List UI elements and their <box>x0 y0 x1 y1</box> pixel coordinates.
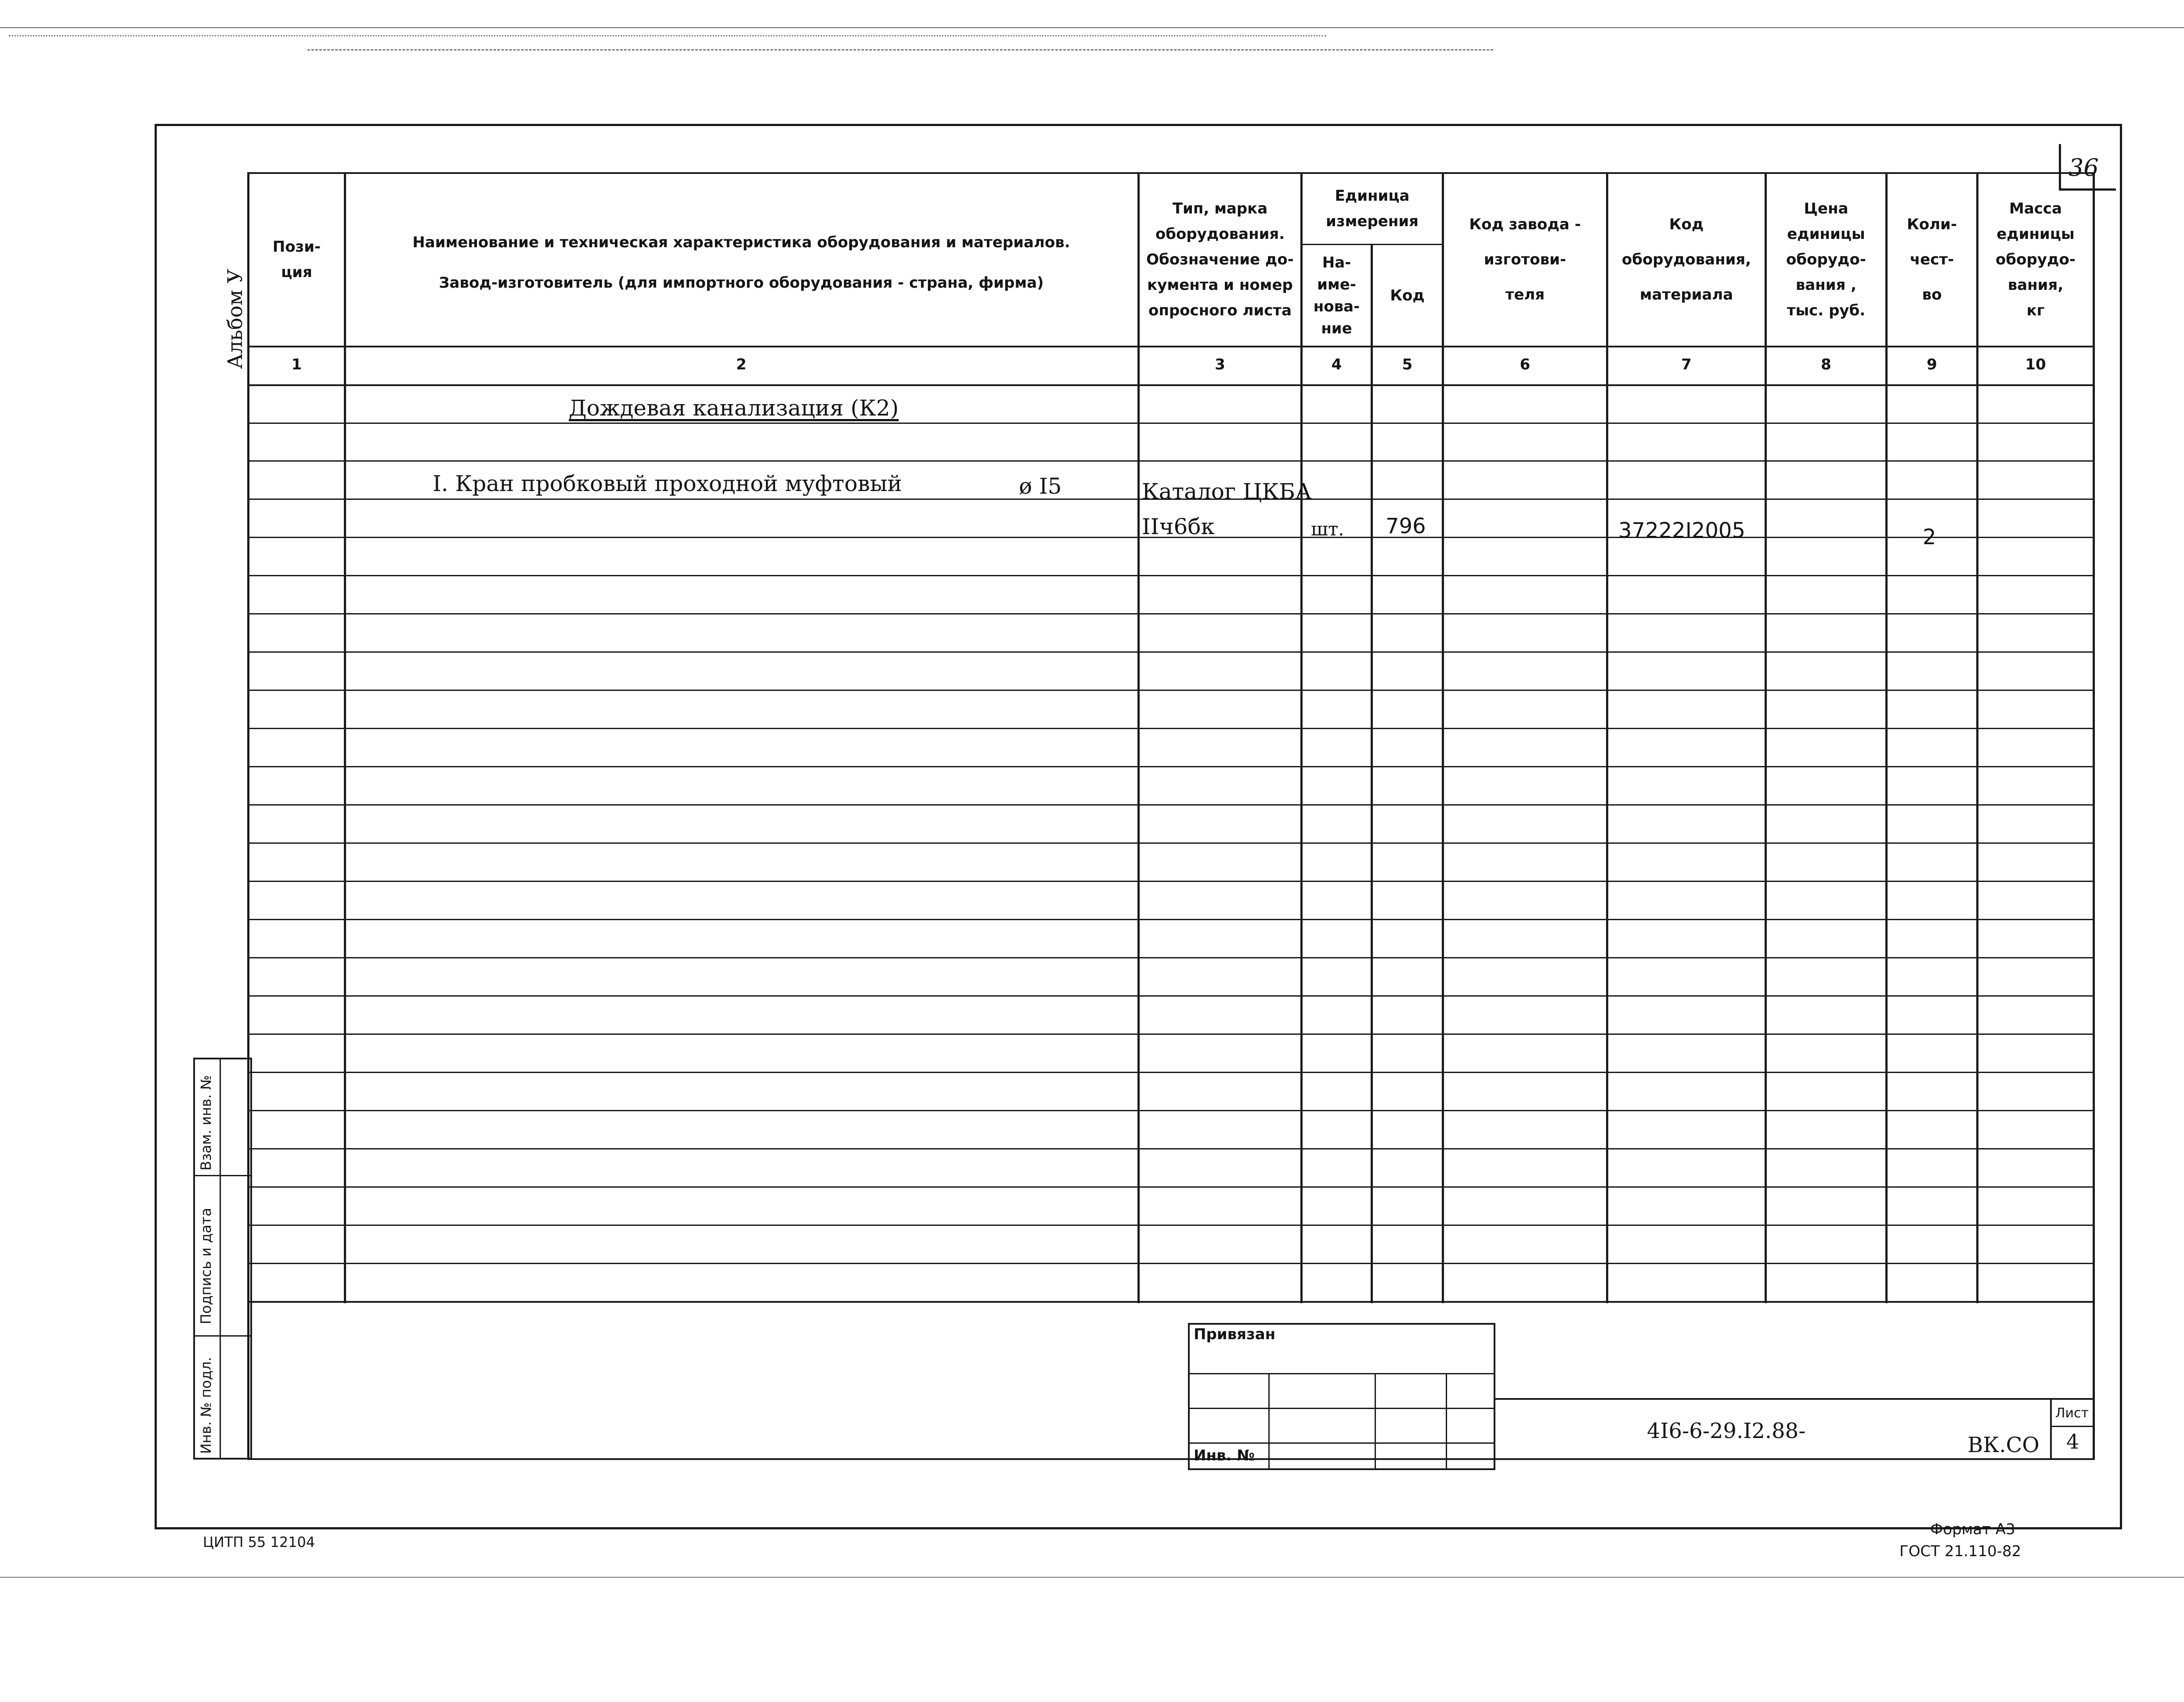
column-number: 1 <box>291 356 302 373</box>
column-number: 4 <box>1331 356 1342 373</box>
sheet-label: Лист <box>2055 1406 2089 1421</box>
item-name: I. Кран пробковый проходной муфтовый <box>433 471 902 496</box>
header-mass: Масса единицы оборудо- вания, кг <box>1996 200 2076 319</box>
header-quantity: Коли- чест- во <box>1907 216 1957 304</box>
side-stamp-podpis: Подпись и дата <box>198 1207 214 1324</box>
album-label: Альбом У <box>223 268 247 369</box>
document-code: 4I6-6-29.I2.88- <box>1647 1419 1806 1443</box>
column-number: 5 <box>1402 356 1413 373</box>
column-number: 8 <box>1821 356 1831 373</box>
header-unit-name: На- име- нова- ние <box>1313 254 1360 337</box>
side-stamp-vzam: Взам. инв. № <box>198 1075 214 1171</box>
header-factory-code: Код завода - изготови- теля <box>1469 216 1581 304</box>
column-number: 10 <box>2025 356 2046 373</box>
table-bottom-border <box>247 1458 2095 1460</box>
item-quantity: 2 <box>1923 525 1936 549</box>
top-edge-line <box>0 27 2184 28</box>
item-document: Каталог ЦКБА <box>1142 479 1312 504</box>
item-diameter: ø I5 <box>1019 473 1062 499</box>
header-name: Наименование и техническая характеристика оборудования и материалов. Завод-изготовитель (для импортного оборудования - страна, фирма) <box>412 234 1070 292</box>
header-equipment-code: Код оборудования, материала <box>1621 216 1751 304</box>
footer-left: ЦИТП 55 12104 <box>203 1534 315 1550</box>
column-number: 7 <box>1681 356 1692 373</box>
item-equipment-code: 37222I2005 <box>1618 518 1746 543</box>
column-number: 2 <box>736 356 747 373</box>
bottom-edge-line <box>0 1577 2184 1578</box>
header-unit-code: Код <box>1390 287 1425 304</box>
header-type: Тип, марка оборудования. Обозначение до- кумента и номер опросного листа <box>1146 200 1294 319</box>
item-unit-code: 796 <box>1386 514 1426 538</box>
header-price: Цена единицы оборудо- вания , тыс. руб. <box>1786 200 1866 319</box>
item-type: IIч6бк <box>1142 514 1215 539</box>
side-stamp-inv-podl: Инв. № подл. <box>198 1357 214 1454</box>
inv-number-label: Инв. № <box>1194 1447 1255 1464</box>
footer-format: Формат А3 <box>1930 1521 2015 1538</box>
header-unit-group: Единица измерения <box>1326 187 1419 230</box>
header-position: Пози- ция <box>272 238 321 281</box>
column-number: 9 <box>1927 356 1937 373</box>
sheet-number: 4 <box>2066 1430 2079 1453</box>
column-number: 3 <box>1215 356 1225 373</box>
sheet-top-number: 36 <box>2068 154 2099 181</box>
table-right-border <box>2093 172 2095 1459</box>
document-suffix: ВК.СО <box>1967 1433 2040 1457</box>
privyazan-label: Привязан <box>1194 1326 1276 1343</box>
column-number: 6 <box>1520 356 1531 373</box>
footer-gost: ГОСТ 21.110-82 <box>1899 1543 2022 1560</box>
section-title: Дождевая канализация (К2) <box>569 395 899 421</box>
item-unit: шт. <box>1311 518 1344 540</box>
